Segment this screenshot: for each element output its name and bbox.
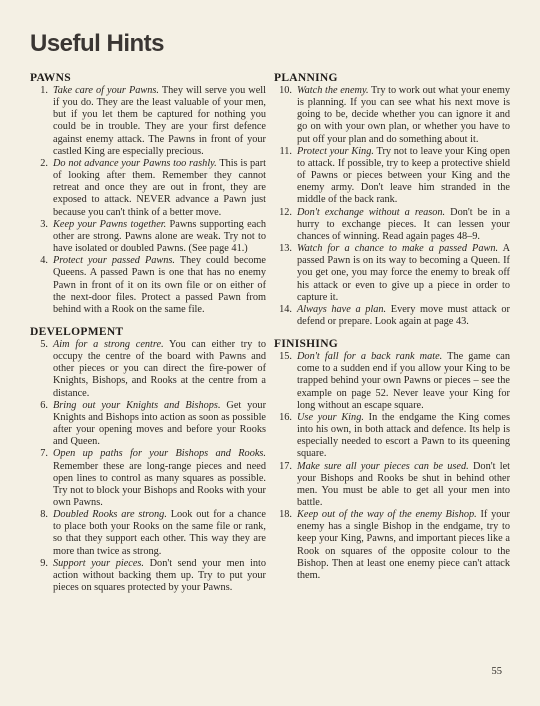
hint-text: You can either try to occupy the centre of the board with Pawns and other pieces or you can direct the fire-power of Knights, Bishops, and Rooks at the centre from a distance. — [53, 338, 266, 399]
hint-15 — [274, 351, 510, 412]
hint-number: 15. — [279, 351, 292, 363]
hint-5 — [30, 339, 266, 400]
hint-number: 17. — [279, 460, 292, 472]
hint-number: 18. — [279, 509, 292, 521]
hint-title: Keep your Pawns together. — [53, 218, 167, 230]
hint-number: 16. — [279, 411, 292, 423]
hint-text: They will serve you well if you do. They are the least valuable of your men, but if you let them be captured for nothing you could be in trouble. They are your first defence against enemy attack. The Pawns in front of your castled King are especially precious. — [53, 85, 266, 157]
hint-title: Doubled Rooks are strong. — [53, 509, 167, 521]
hint-number: 2. — [40, 157, 48, 169]
hint-18 — [274, 509, 510, 582]
hint-title: Open up paths for your Bishops and Rooks. — [53, 448, 266, 460]
page-title: Useful Hints — [30, 30, 165, 57]
hint-3 — [30, 219, 266, 255]
hint-number: 14. — [279, 303, 292, 315]
hint-number: 12. — [279, 206, 292, 218]
hint-text: Get your Knights and Bishops into action as soon as possible after your opening moves and before your Rooks and Queen. — [53, 399, 266, 448]
hint-text: They could become Queens. A passed Pawn is one that has no enemy Pawn in front of it on its own file or on either of the next-door files. Protect a passed Pawn from behind with a Rook on the same file. — [53, 255, 266, 315]
hint-6 — [30, 400, 266, 449]
hint-text: This is part of looking after them. Remember they cannot retreat and once they are out in front, they are exposed to attack. NEVER advance a Pawn just because you can't think of a better move. — [53, 157, 266, 218]
hint-number: 6. — [40, 399, 48, 411]
hint-number: 1. — [40, 85, 48, 96]
hint-12 — [274, 207, 510, 243]
section-planning — [274, 72, 510, 328]
hint-14 — [274, 304, 510, 328]
hint-text: Don't send your men into action without backing them up. Try to put your pieces on squares protected by your Pawns. — [53, 557, 266, 594]
right-column — [274, 72, 510, 592]
hint-number: 13. — [279, 243, 292, 255]
hint-number: 4. — [40, 255, 48, 267]
hint-number: 8. — [40, 509, 48, 521]
hint-1 — [30, 85, 266, 158]
hint-number: 11. — [279, 145, 292, 157]
hint-4 — [30, 255, 266, 316]
hint-text: Every move must attack or defend or prepare. Look again at page 43. — [297, 303, 510, 327]
hint-text: If your enemy has a single Bishop in the endgame, try to keep your King, Pawns, and important pieces like a Rook on squares of the opposite colour to the Bishop. Then at least one enemy piece can't attack them. — [297, 509, 510, 581]
hint-text: Try not to leave your King open to attack. If possible, try to keep a protective shield of Pawns or pieces between your King and the enemy army. Don't leave him stranded in the middle of the back rank. — [297, 145, 510, 206]
hint-text: The game can come to a sudden end if you allow your King to be trapped behind your own Pawns or pieces – see the example on page 52. Never leave your King for long without an escape square. — [297, 351, 510, 411]
section-heading: FINISHING — [274, 338, 339, 351]
hint-title: Take care of your Pawns. — [53, 85, 159, 96]
hint-text: Look out for a chance to place both your Rooks on the same file or rank, so that they support each other. This way they are more than twice as strong. — [53, 509, 266, 557]
page-number: 55 — [491, 666, 502, 677]
section-pawns — [30, 72, 266, 316]
hint-text: Remember these are long-range pieces and need open lines to control as many squares as possible. Try not to block your Bishops and Rooks with your own Pawns. — [53, 460, 266, 508]
hint-title: Keep out of the way of the enemy Bishop. — [297, 509, 477, 521]
hint-number: 5. — [40, 338, 48, 350]
hint-title: Protect your passed Pawns. — [53, 255, 175, 267]
hint-text: A passed Pawn is on its way to becoming a Queen. If you get one, you may force the enemy to break off his attack or even to give up a piece in order to capture it. — [297, 243, 511, 303]
hint-title: Don't fall for a back rank mate. — [297, 351, 443, 363]
hint-title: Do not advance your Pawns too rashly. — [53, 157, 217, 169]
section-development — [30, 326, 266, 594]
hint-2 — [30, 158, 266, 219]
hint-title: Aim for a strong centre. — [53, 338, 164, 350]
left-column — [30, 72, 266, 604]
hint-title: Protect your King. — [297, 145, 374, 157]
hint-title: Use your King. — [297, 411, 364, 423]
hint-title: Always have a plan. — [297, 303, 387, 315]
hint-title: Support your pieces. — [53, 557, 145, 569]
hint-text: In the endgame the King comes into his own, in both attack and defence. Its help is especially needed to escort a Pawn to its queening square. — [297, 411, 510, 460]
hint-10 — [274, 85, 510, 146]
hint-9 — [30, 558, 266, 594]
hint-title: Bring out your Knights and Bishops. — [53, 399, 221, 411]
section-heading: PAWNS — [30, 72, 71, 84]
hint-number: 9. — [40, 557, 48, 569]
hint-17 — [274, 461, 510, 510]
hint-number: 7. — [40, 448, 48, 460]
hint-number: 3. — [40, 218, 48, 230]
hint-title: Make sure all your pieces can be used. — [297, 460, 469, 472]
hint-text: Don't let your Bishops and Rooks be shut in behind other men. You must be able to get all your men into battle. — [297, 460, 511, 508]
hint-8 — [30, 509, 266, 558]
hint-title: Don't exchange without a reason. — [297, 206, 446, 218]
hint-number: 10. — [279, 85, 292, 96]
hint-title: Watch the enemy. — [297, 85, 369, 96]
hint-text: Don't be in a hurry to exchange pieces. It can lessen your chances of winning. Read again pages 48–9. — [297, 206, 510, 242]
hint-13 — [274, 243, 510, 304]
hint-title: Watch for a chance to make a passed Pawn. — [297, 243, 499, 255]
section-heading: DEVELOPMENT — [30, 325, 124, 338]
hint-11 — [274, 146, 510, 207]
section-finishing — [274, 338, 510, 582]
hint-text: Pawns supporting each other are strong. Pawns alone are weak. Try not to have isolated or doubled Pawns. (See page 41.) — [53, 218, 266, 255]
hint-text: Try to work out what your enemy is planning. If you can see what his next move is going to be, decide whether you can ignore it and go on with your own plan, or whether you have to put off your plan and do something about it. — [297, 85, 510, 145]
section-heading: PLANNING — [274, 72, 338, 84]
hint-16 — [274, 412, 510, 461]
hint-7 — [30, 448, 266, 509]
